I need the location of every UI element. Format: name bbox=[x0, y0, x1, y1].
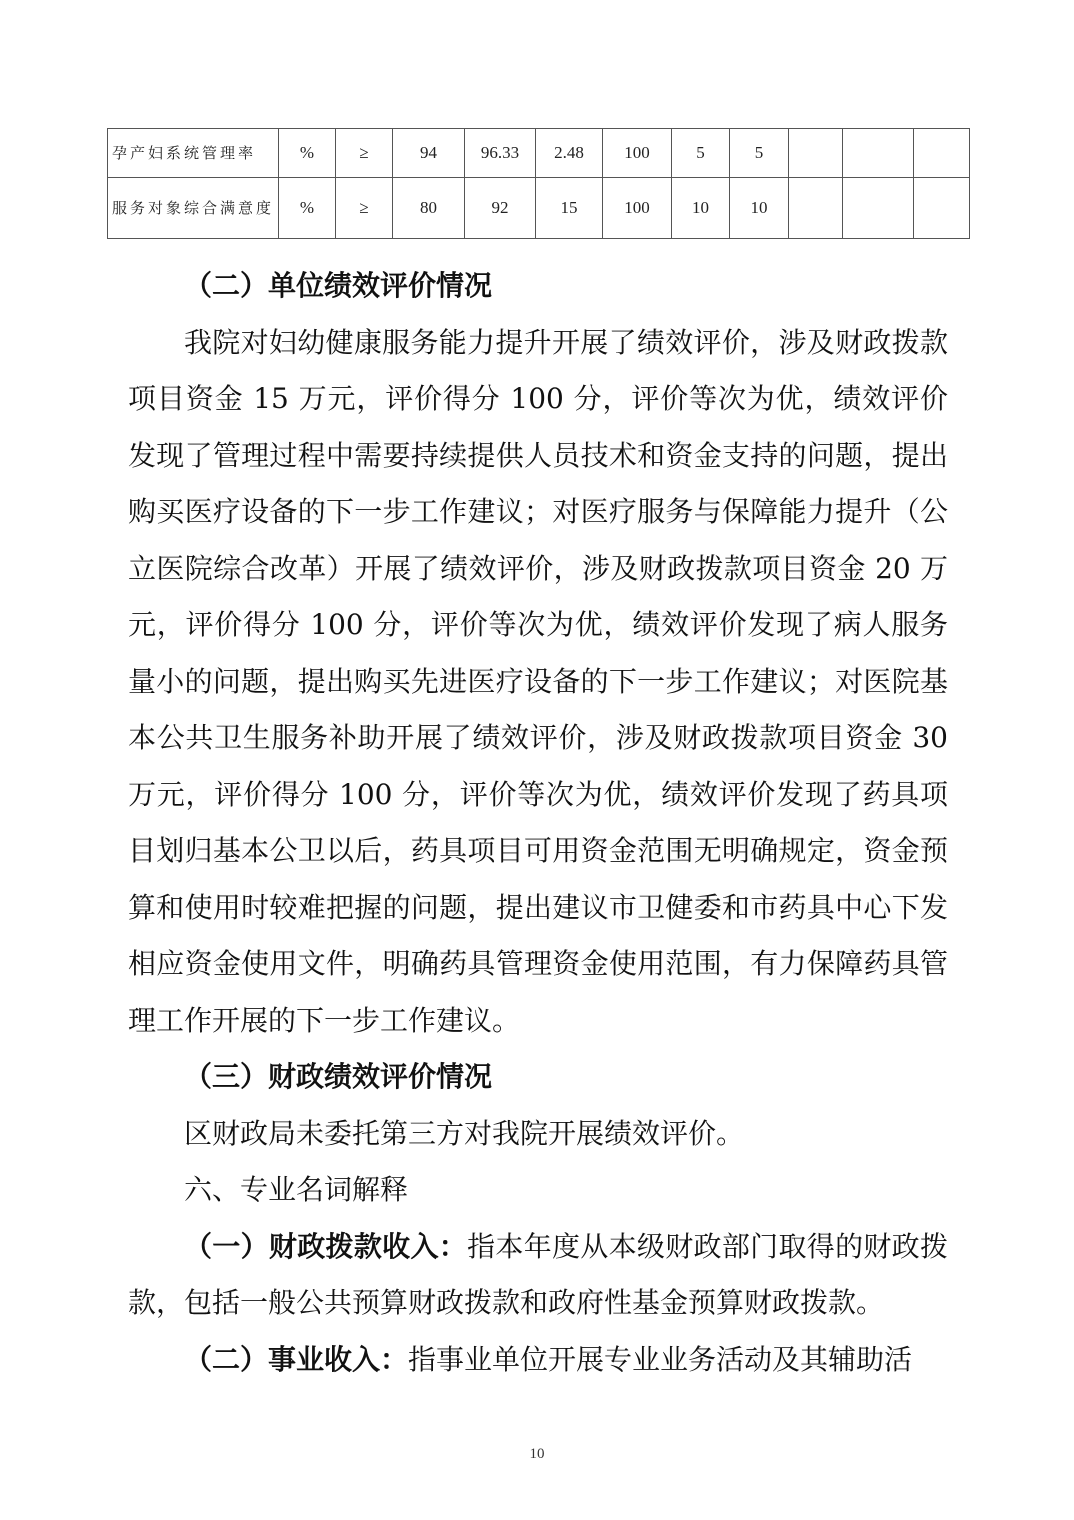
table-row bbox=[108, 178, 970, 239]
table-cell bbox=[843, 129, 914, 178]
performance-table bbox=[107, 128, 970, 239]
glossary-term: （二）事业收入： bbox=[184, 1342, 409, 1376]
glossary-item bbox=[128, 1219, 948, 1332]
operator-cell: ≥ bbox=[336, 129, 393, 178]
unit-cell: % bbox=[279, 178, 336, 239]
table-cell: 2.48 bbox=[536, 129, 603, 178]
indicator-name: 孕产妇系统管理率 bbox=[108, 129, 279, 178]
table-cell: 10 bbox=[672, 178, 730, 239]
table-cell: 5 bbox=[672, 129, 730, 178]
paragraph-finance-evaluation: 区财政局未委托第三方对我院开展绩效评价。 bbox=[184, 1116, 745, 1150]
table-cell: 100 bbox=[603, 178, 672, 239]
table-cell: 10 bbox=[730, 178, 789, 239]
unit-cell: % bbox=[279, 129, 336, 178]
section-heading-glossary: 六、专业名词解释 bbox=[184, 1173, 409, 1206]
indicator-name: 服务对象综合满意度 bbox=[108, 178, 279, 239]
glossary-definition: 指事业单位开展专业业务活动及其辅助活 bbox=[408, 1342, 913, 1376]
table-cell bbox=[914, 129, 970, 178]
section-heading-unit-evaluation: （二）单位绩效评价情况 bbox=[184, 269, 493, 302]
table-cell bbox=[914, 178, 970, 239]
table-cell: 100 bbox=[603, 129, 672, 178]
target-cell: 94 bbox=[393, 129, 465, 178]
paragraph-unit-evaluation: 我院对妇幼健康服务能力提升开展了绩效评价，涉及财政拨款项目资金 15 万元，评价得分 100 分，评价等次为优，绩效评价发现了管理过程中需要持续提供人员技术和资金支持的问题，提出购买医疗设备的下一步工作建议；对医疗服务与保障能力提升（公立医院综合改革）开展了绩效评价，涉及财政拨款项目资金 20 万元，评价得分 100 分，评价等次为优，绩效评价发现了病人服务量小的问题，提出购买先进医疗设备的下一步工作建议；对医院基本公共卫生服务补助开展了绩效评价，涉及财政拨款项目资金 30 万元，评价得分 100 分，评价等次为优，绩效评价发现了药具项目划归基本公卫以后，药具项目可用资金范围无明确规定，资金预算和使用时较难把握的问题，提出建议市卫健委和市药具中心下发相应资金使用文件，明确药具管理资金使用范围，有力保障药具管理工作开展的下一步工作建议。 bbox=[128, 325, 948, 1037]
glossary-item bbox=[128, 1332, 948, 1389]
table-cell: 15 bbox=[536, 178, 603, 239]
page-number: 10 bbox=[529, 1446, 545, 1462]
section-heading-finance-evaluation: （三）财政绩效评价情况 bbox=[184, 1060, 493, 1093]
actual-cell: 92 bbox=[465, 178, 536, 239]
table-cell bbox=[789, 178, 843, 239]
actual-cell: 96.33 bbox=[465, 129, 536, 178]
table-cell bbox=[789, 129, 843, 178]
operator-cell: ≥ bbox=[336, 178, 393, 239]
glossary-definition: 指本年度从本级财政部门取得的财政拨款，包括一般公共预算财政拨款和政府性基金预算财政拨款。 bbox=[128, 1229, 948, 1319]
target-cell: 80 bbox=[393, 178, 465, 239]
table-row bbox=[108, 129, 970, 178]
table-cell: 5 bbox=[730, 129, 789, 178]
table-cell bbox=[843, 178, 914, 239]
body-content bbox=[128, 258, 948, 1388]
glossary-term: （一）财政拨款收入： bbox=[184, 1229, 468, 1263]
